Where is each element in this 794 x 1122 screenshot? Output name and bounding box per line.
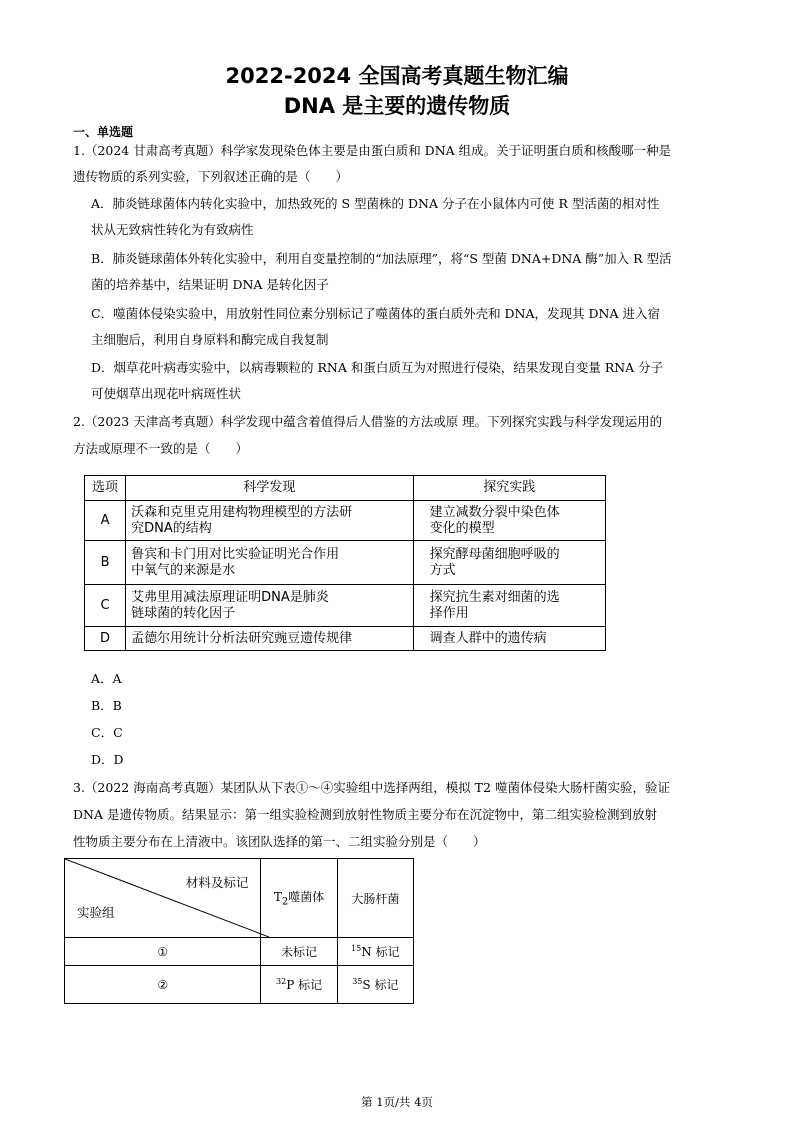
table-row: [85, 501, 606, 541]
header-discovery: 科学发现: [126, 476, 414, 501]
practice-line1: 建立减数分裂中染色体: [429, 504, 560, 520]
phage-subscript: 2: [281, 896, 289, 908]
row-ecoli-label: [337, 938, 413, 966]
row-option: B: [85, 541, 126, 585]
q2-stem-line2: 方法或原理不一致的是（ ）: [73, 441, 249, 456]
table-row: [85, 627, 606, 651]
q1-option-c-line1: C．噬菌体侵染实验中，用放射性同位素分别标记了噬菌体的蛋白质外壳和 DNA，发现其 DNA 进入宿: [91, 306, 660, 321]
header-ecoli: 大肠杆菌: [337, 859, 413, 938]
table-header-row: [65, 859, 414, 938]
row-option: A: [85, 501, 126, 541]
q1-stem-line1: 1.（2024 甘肃高考真题）科学家发现染色体主要是由蛋白质和 DNA 组成。关于证明蛋白质和核酸哪一种是: [73, 143, 672, 158]
row-practice: [413, 541, 605, 585]
discovery-line2: 链球菌的转化因子: [131, 605, 236, 621]
row-discovery: [126, 541, 414, 585]
q1-option-d-line1: D．烟草花叶病毒实验中，以病毒颗粒的 RNA 和蛋白质互为对照进行侵染，结果发现自变量 RNA 分子: [91, 360, 664, 375]
q1-stem-line2: 遗传物质的系列实验，下列叙述正确的是（ ）: [73, 169, 349, 184]
table-row: [85, 541, 606, 585]
row-option: C: [85, 585, 126, 627]
discovery-line1: 艾弗里用减法原理证明DNA是肺炎: [131, 589, 329, 605]
section-heading: 一、单选题: [73, 125, 134, 139]
diagonal-header-cell: [65, 859, 261, 938]
q1-option-a-line2: 状从无致病性转化为有致病性: [91, 222, 254, 237]
q1-option-b-line2: 菌的培养基中，结果证明 DNA 是转化因子: [91, 277, 329, 292]
diagonal-line: [65, 859, 269, 937]
practice-line2: 方式: [429, 562, 456, 578]
q2-option-a: A．A: [91, 671, 122, 686]
q1-option-b-line1: B．肺炎链球菌体外转化实验中，利用自变量控制的“加法原理”，将“S 型菌 DNA+DNA 酶”加入 R 型活: [91, 251, 672, 266]
discovery-line1: 鲁宾和卡门用对比实验证明光合作用: [131, 546, 340, 562]
row-discovery: 孟德尔用统计分析法研究豌豆遗传规律: [126, 627, 414, 651]
table-header-row: [85, 476, 606, 501]
row-practice: [413, 585, 605, 627]
document-title: 2022-2024 全国高考真题生物汇编: [225, 64, 569, 88]
q3-stem-line1: 3.（2022 海南高考真题）某团队从下表①～④实验组中选择两组，模拟 T2 噬菌体侵染大肠杆菌实验，验证: [73, 780, 670, 795]
row-option: D: [85, 627, 126, 651]
q2-comparison-table: [84, 475, 606, 651]
corner-label-materials: 材料及标记: [185, 875, 249, 890]
phage-isotope: 32: [276, 977, 287, 986]
practice-line1: 探究酵母菌细胞呼吸的: [429, 546, 560, 562]
header-practice: 探究实践: [413, 476, 605, 501]
ecoli-text: S 标记: [362, 978, 399, 992]
discovery-line1: 沃森和克里克用建构物理模型的方法研: [131, 504, 353, 520]
q3-stem-line3: 性物质主要分布在上清液中。该团队选择的第一、二组实验分别是（ ）: [73, 834, 486, 849]
practice-line2: 择作用: [429, 605, 469, 621]
row-practice: [413, 501, 605, 541]
row-group: ①: [65, 938, 261, 966]
row-discovery: [126, 585, 414, 627]
header-option: 选项: [85, 476, 126, 501]
discovery-line2: 究DNA的结构: [131, 520, 212, 536]
row-phage-label: [261, 966, 337, 1004]
practice-line1: 探究抗生素对细菌的选: [429, 589, 560, 605]
header-phage: [261, 859, 337, 938]
table-row: [65, 966, 414, 1004]
ecoli-isotope: 15: [351, 944, 362, 953]
row-group: ②: [65, 966, 261, 1004]
ecoli-text: N 标记: [361, 945, 400, 959]
row-discovery: [126, 501, 414, 541]
phage-text: 未标记: [281, 945, 318, 959]
document-subtitle: DNA 是主要的遗传物质: [283, 94, 511, 118]
q2-option-b: B．B: [91, 698, 122, 713]
row-phage-label: [261, 938, 337, 966]
phage-prefix: T: [273, 890, 282, 905]
phage-text: P 标记: [286, 978, 323, 992]
table-row: [85, 585, 606, 627]
row-ecoli-label: [337, 966, 413, 1004]
q3-experiment-table: [64, 858, 414, 1004]
table-row: [65, 938, 414, 966]
page-footer: 第 1页/共 4页: [361, 1095, 433, 1109]
corner-label-group: 实验组: [77, 905, 115, 920]
q2-stem-line1: 2.（2023 天津高考真题）科学发现中蕴含着值得后人借鉴的方法或原 理。下列探究实践与科学发现运用的: [73, 414, 663, 429]
discovery-line2: 中氧气的来源是水: [131, 562, 236, 578]
row-practice: 调查人群中的遗传病: [413, 627, 605, 651]
practice-line2: 变化的模型: [429, 520, 495, 536]
q1-option-c-line2: 主细胞后，利用自身原料和酶完成自我复制: [91, 332, 329, 347]
q2-option-d: D．D: [91, 752, 124, 767]
q2-option-c: C．C: [91, 725, 123, 740]
q1-option-d-line2: 可使烟草出现花叶病斑性状: [91, 386, 242, 401]
q3-stem-line2: DNA 是遗传物质。结果显示：第一组实验检测到放射性物质主要分布在沉淀物中，第二组实验检测到放射: [73, 807, 657, 822]
q1-option-a-line1: A．肺炎链球菌体内转化实验中，加热致死的 S 型菌株的 DNA 分子在小鼠体内可使 R 型活菌的相对性: [91, 196, 660, 211]
ecoli-isotope: 35: [352, 977, 363, 986]
phage-suffix: 噬菌体: [288, 890, 325, 905]
